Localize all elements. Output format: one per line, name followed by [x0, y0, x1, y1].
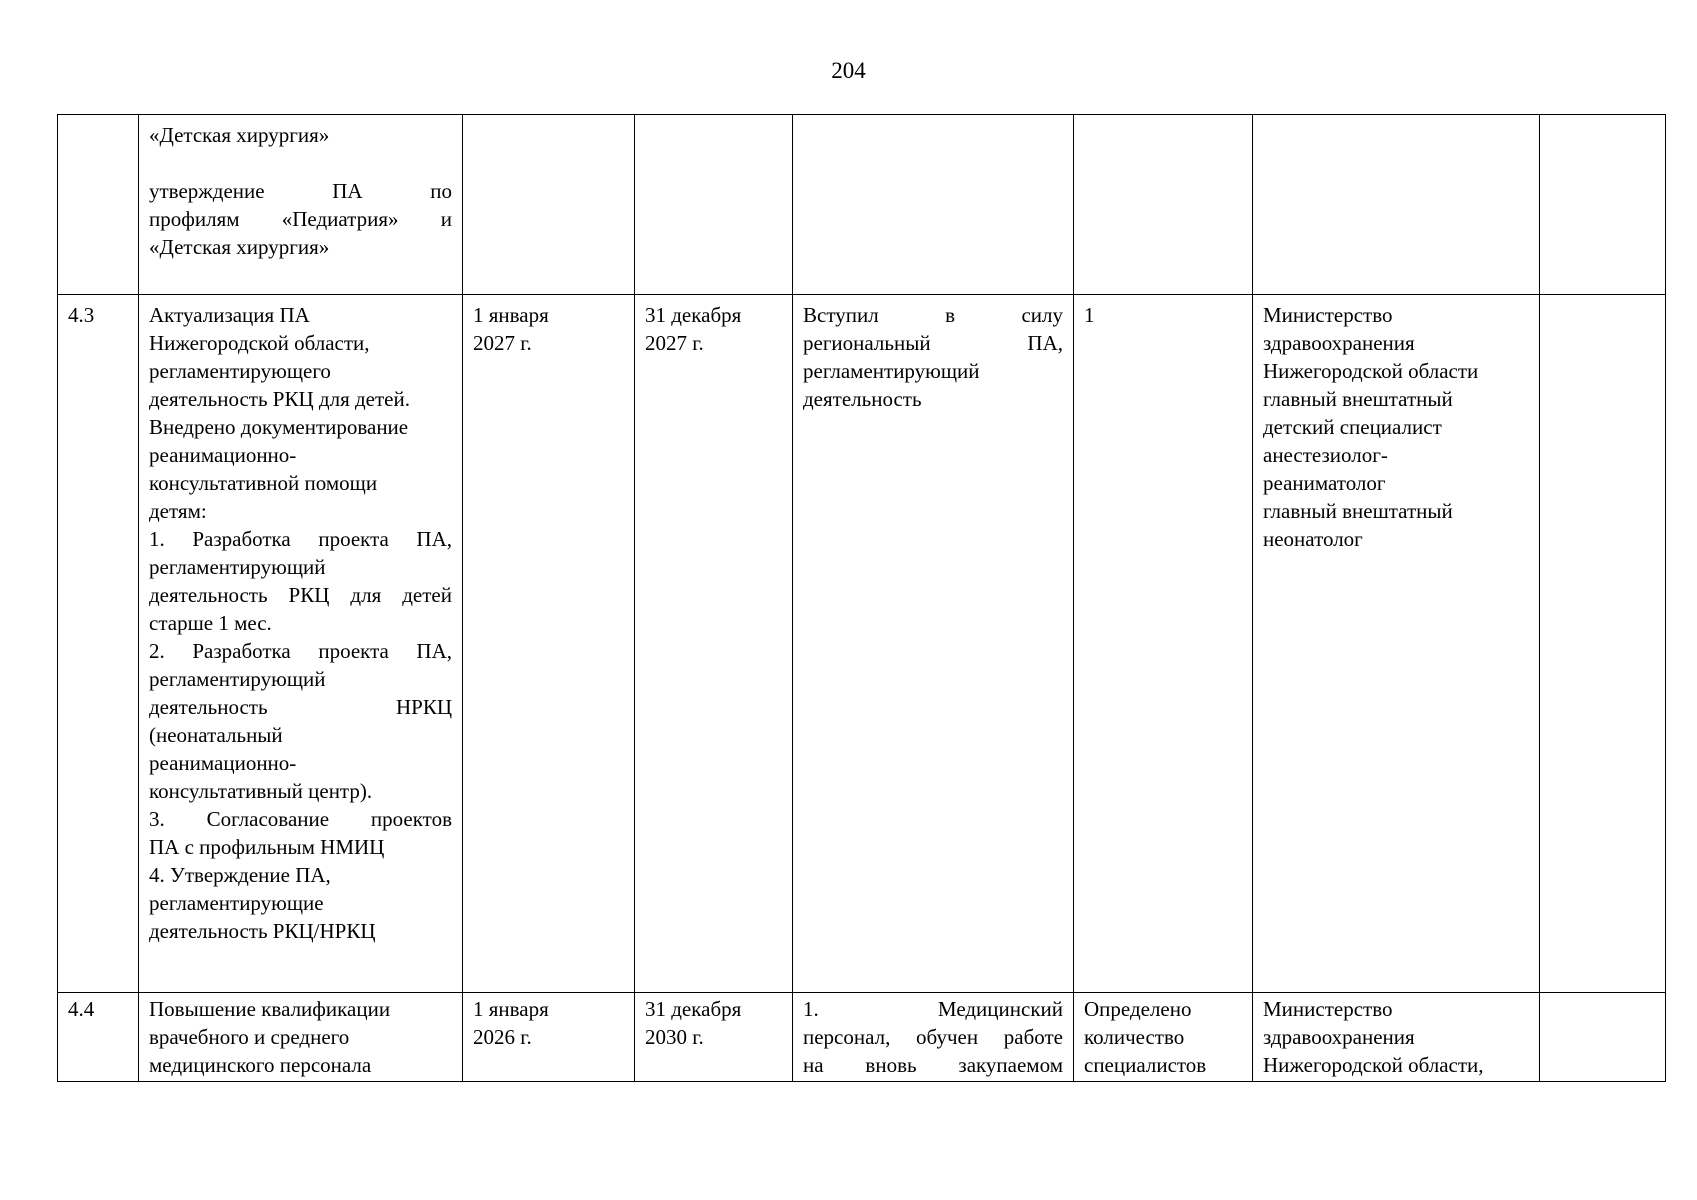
- text-line: Нижегородской области: [1263, 359, 1479, 383]
- text-line: деятельность РКЦ для детей: [149, 583, 452, 607]
- text-line: Вступил в силу: [803, 303, 1063, 327]
- table-row-continuation: [58, 115, 1666, 295]
- text-line: специалистов: [1084, 1053, 1207, 1077]
- cell-indicator: [1074, 993, 1253, 1082]
- cell-number: [58, 115, 139, 295]
- text-line: Внедрено документирование: [149, 415, 409, 439]
- text-line: 2. Разработка проекта ПА,: [149, 639, 452, 663]
- text-line: 1 января: [473, 997, 549, 1021]
- cell-responsible: [1253, 115, 1540, 295]
- text-line: главный внештатный: [1263, 499, 1453, 523]
- text-line: персонал, обучен работе: [803, 1025, 1063, 1049]
- cell-result: [793, 115, 1074, 295]
- text-line: 3. Согласование проектов: [149, 807, 452, 831]
- text-line: деятельность: [803, 387, 922, 411]
- text-line: реанимационно-: [149, 443, 297, 467]
- cell-responsible: [1253, 295, 1540, 993]
- table-row-4-3: [58, 295, 1666, 993]
- text-line: реаниматолог: [1263, 471, 1386, 495]
- text-line: главный внештатный: [1263, 387, 1453, 411]
- text-line: регламентирующие: [149, 891, 324, 915]
- text-line: неонатолог: [1263, 527, 1363, 551]
- text-line: профилям «Педиатрия» и: [149, 207, 452, 231]
- text-line: регламентирующий: [149, 667, 326, 691]
- cell-responsible: [1253, 993, 1540, 1082]
- text-line: Министерство: [1263, 997, 1393, 1021]
- text-line: Определено: [1084, 997, 1192, 1021]
- text-line: 2030 г.: [645, 1025, 704, 1049]
- cell-end: [635, 295, 793, 993]
- cell-indicator: 1: [1074, 295, 1253, 993]
- text-line: Министерство: [1263, 303, 1393, 327]
- text-line: Нижегородской области,: [1263, 1053, 1484, 1077]
- text-line: 2027 г.: [473, 331, 532, 355]
- text-line: утверждение ПА по: [149, 179, 452, 203]
- cell-start: [463, 295, 635, 993]
- cell-end: [635, 115, 793, 295]
- cell-extra: [1540, 295, 1666, 993]
- text-line: консультативный центр).: [149, 779, 373, 803]
- text-line: «Детская хирургия»: [149, 235, 330, 259]
- page-number: 204: [831, 58, 866, 83]
- text-line: регламентирующий: [803, 359, 980, 383]
- text-line: региональный ПА,: [803, 331, 1063, 355]
- text-line: Нижегородской области,: [149, 331, 370, 355]
- text-line: врачебного и среднего: [149, 1025, 350, 1049]
- text-line: реанимационно-: [149, 751, 297, 775]
- text-line: консультативной помощи: [149, 471, 378, 495]
- cell-indicator: [1074, 115, 1253, 295]
- text-line: регламентирующего: [149, 359, 331, 383]
- cell-start: [463, 115, 635, 295]
- text-line: количество: [1084, 1025, 1185, 1049]
- text-line: 2027 г.: [645, 331, 704, 355]
- text-line: старше 1 мес.: [149, 611, 272, 635]
- text-line: 1. Разработка проекта ПА,: [149, 527, 452, 551]
- text-line: деятельность РКЦ для детей.: [149, 387, 410, 411]
- text-line: на вновь закупаемом: [803, 1053, 1063, 1077]
- text-line: здравоохранения: [1263, 1025, 1415, 1049]
- cell-result: [793, 295, 1074, 993]
- cell-end: [635, 993, 793, 1082]
- text-line: детям:: [149, 499, 207, 523]
- cell-activity: [139, 295, 463, 993]
- text-line: детский специалист: [1263, 415, 1442, 439]
- text-line: «Детская хирургия»: [149, 123, 330, 147]
- cell-number: 4.4: [58, 993, 139, 1082]
- text-line: 4. Утверждение ПА,: [149, 863, 331, 887]
- text-line: Актуализация ПА: [149, 303, 310, 327]
- text-line: медицинского персонала: [149, 1053, 372, 1077]
- text-line: ПА с профильным НМИЦ: [149, 835, 385, 859]
- text-line: 2026 г.: [473, 1025, 532, 1049]
- text-line: анестезиолог-: [1263, 443, 1388, 467]
- plan-table: [57, 114, 1666, 1082]
- cell-activity: [139, 993, 463, 1082]
- text-line: (неонатальный: [149, 723, 283, 747]
- cell-number: 4.3: [58, 295, 139, 993]
- cell-extra: [1540, 993, 1666, 1082]
- text-line: регламентирующий: [149, 555, 326, 579]
- text-line: деятельность РКЦ/НРКЦ: [149, 919, 376, 943]
- text-line: 31 декабря: [645, 303, 742, 327]
- table-row-4-4: [58, 993, 1666, 1082]
- text-line: деятельность НРКЦ: [149, 695, 452, 719]
- text-line: здравоохранения: [1263, 331, 1415, 355]
- text-line: Повышение квалификации: [149, 997, 391, 1021]
- cell-extra: [1540, 115, 1666, 295]
- cell-activity: [139, 115, 463, 295]
- cell-start: [463, 993, 635, 1082]
- text-line: 1. Медицинский: [803, 997, 1063, 1021]
- text-line: 1 января: [473, 303, 549, 327]
- cell-result: [793, 993, 1074, 1082]
- text-line: 31 декабря: [645, 997, 742, 1021]
